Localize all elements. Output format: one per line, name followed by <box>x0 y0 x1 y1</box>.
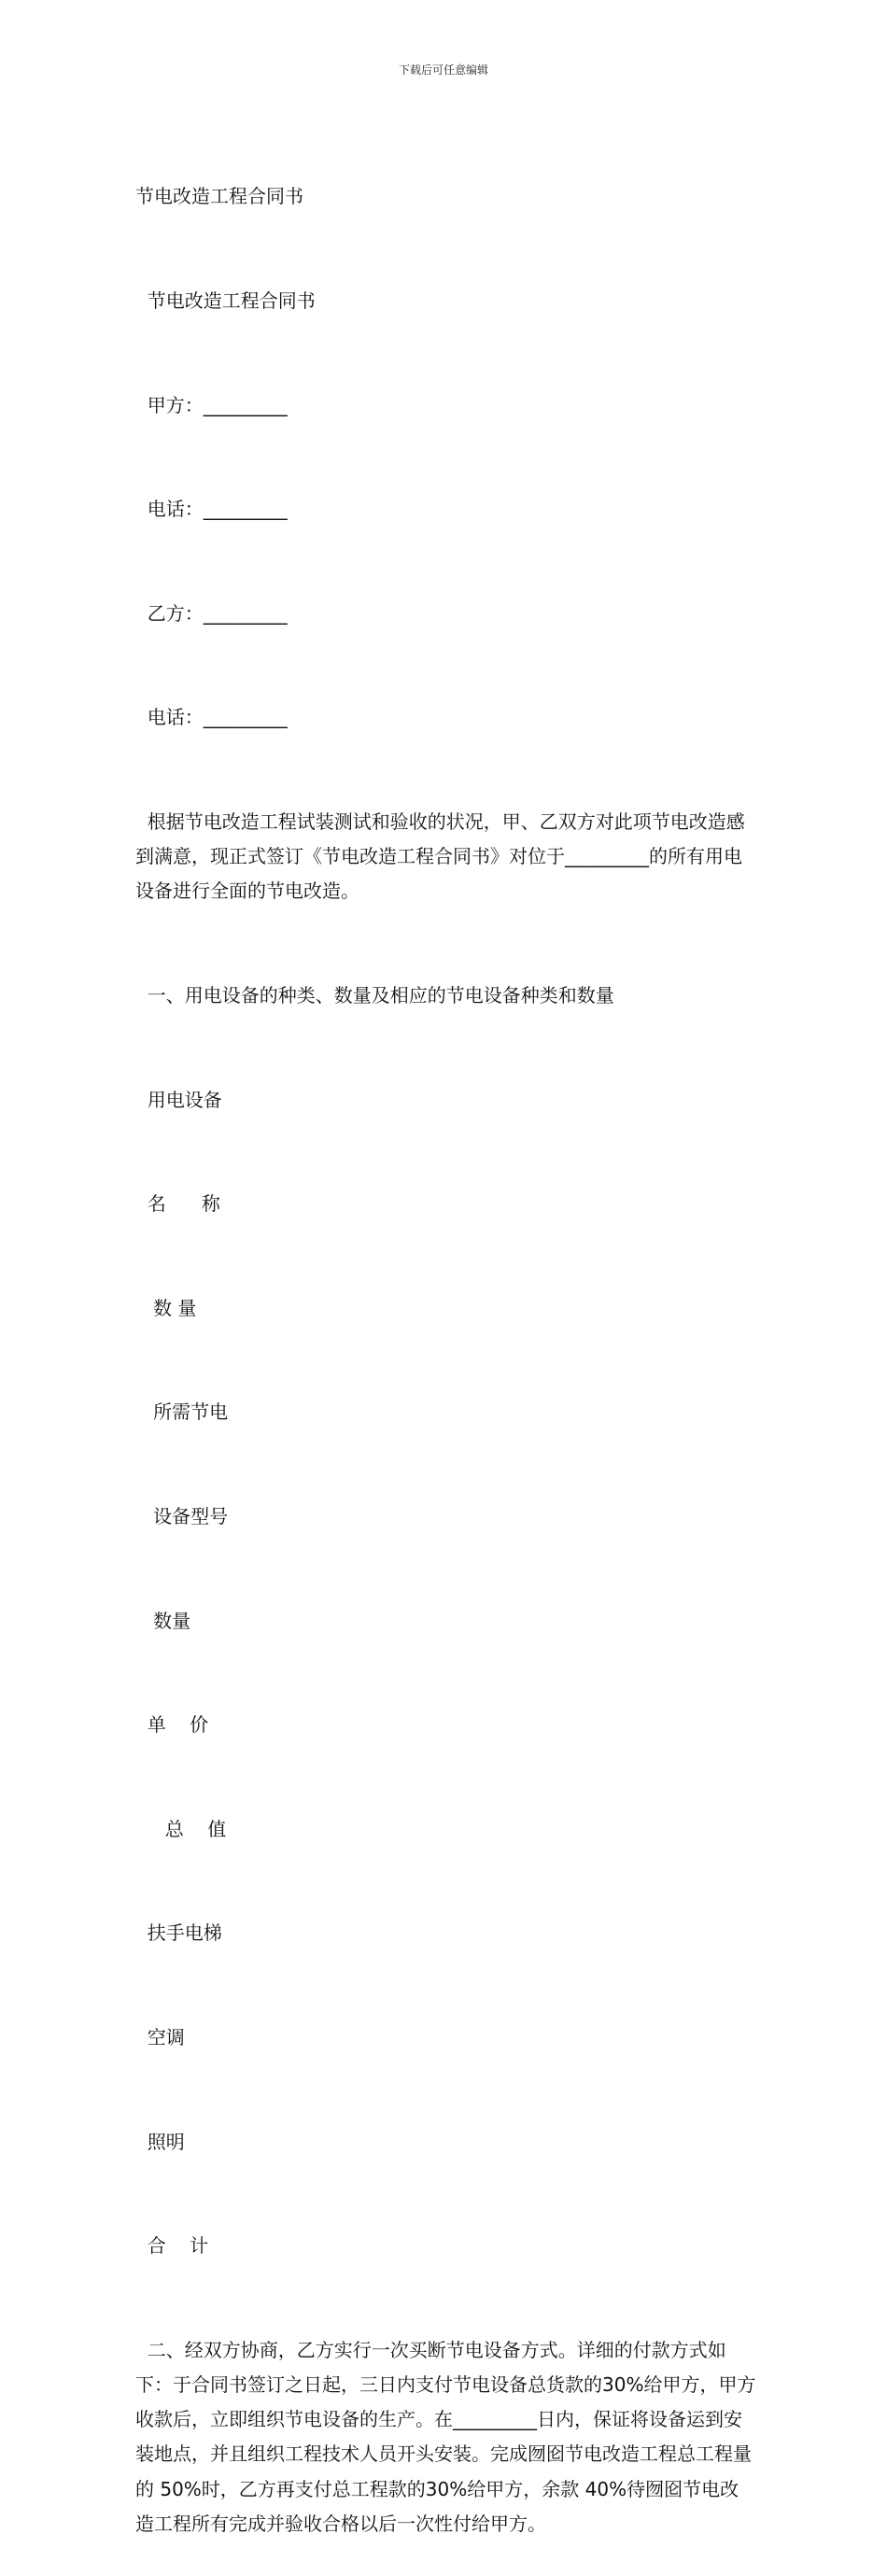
party-a-field: 甲方：_________ <box>135 393 288 416</box>
table-col-unit-price: 单 价 <box>135 1713 209 1737</box>
table-col-total: 总 值 <box>135 1817 227 1840</box>
table-col-name: 名 称 <box>135 1192 220 1216</box>
table-row-lighting: 照明 <box>135 2130 185 2153</box>
table-col-qty2: 数量 <box>135 1609 191 1632</box>
table-col-qty: 数 量 <box>135 1296 197 1319</box>
intro-paragraph: 根据节电改造工程试装测试和验收的状况，甲、乙双方对此项节电改造感到满意，现正式签订《节电改造工程合同书》对位于_________的所有用电设备进行全面的节电改造。 <box>135 809 745 903</box>
document-subtitle: 节电改造工程合同书 <box>135 289 316 312</box>
table-row-aircon: 空调 <box>135 2025 185 2048</box>
table-row-sum: 合 计 <box>135 2234 209 2258</box>
section1-heading: 一、用电设备的种类、数量及相应的节电设备种类和数量 <box>135 983 614 1006</box>
document-body <box>135 110 756 2576</box>
phone-b-field: 电话：_________ <box>135 706 288 729</box>
party-b-field: 乙方：_________ <box>135 601 288 625</box>
section2-paragraph: 二、经双方协商，乙方实行一次买断节电设备方式。详细的付款方式如下：于合同书签订之日起，三日内支付节电设备总货款的30%给甲方，甲方收款后，立即组织节电设备的生产。在_________日内，保证将设备运到安装地点，并且组织工程技术人员开头安装。完成囫囵节电改造工程总工程量的 50%时，乙方再支付总工程款的30%给甲方，余款 40%待囫囵节电改造工程所有完成并验收合格以后一次性付给甲方。 <box>135 2338 756 2535</box>
phone-a-field: 电话：_________ <box>135 498 288 521</box>
table-col-equipment: 用电设备 <box>135 1088 222 1111</box>
table-col-model: 设备型号 <box>135 1504 229 1527</box>
page-header-note: 下载后可任意编辑 <box>398 63 488 77</box>
table-col-needed: 所需节电 <box>135 1401 229 1424</box>
document-title: 节电改造工程合同书 <box>135 185 303 208</box>
table-row-escalator: 扶手电梯 <box>135 1921 222 1945</box>
